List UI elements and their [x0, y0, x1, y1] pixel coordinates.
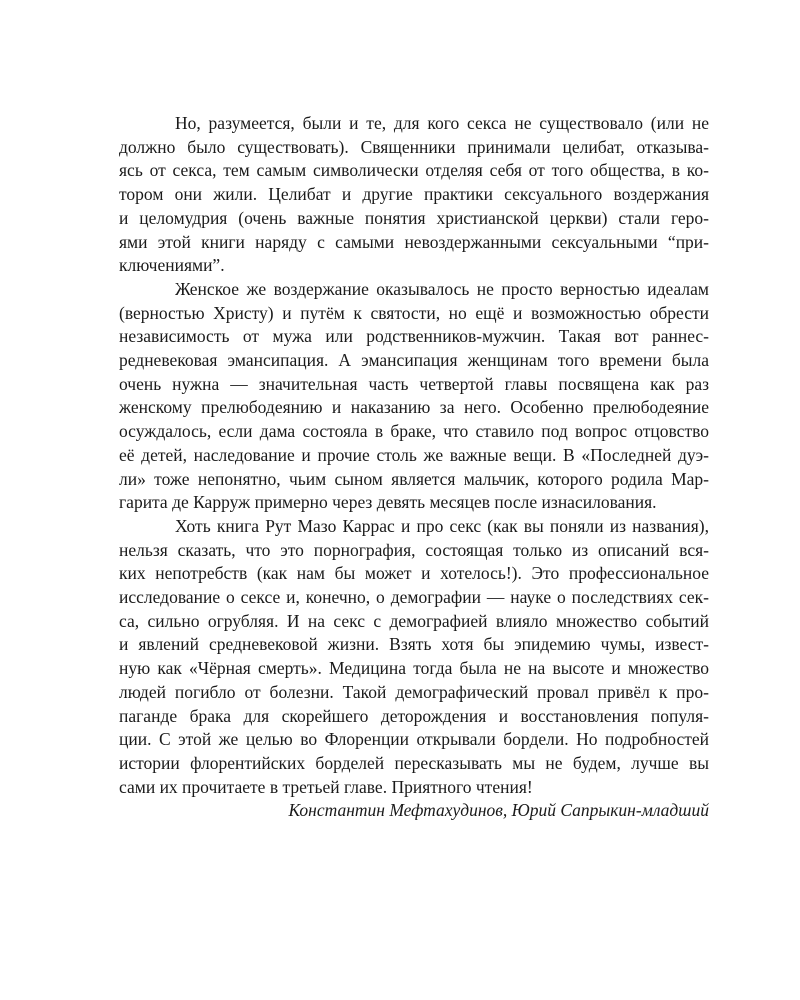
text-line: её детей, наследование и прочие столь же важные вещи. В «Последней дуэ-	[119, 444, 709, 465]
text-line: и явлений средневековой жизни. Взять хотя бы эпидемию чумы, извест-	[119, 634, 709, 655]
text-line: ями этой книги наряду с самыми невоздержанными сексуальными “при-	[119, 231, 709, 252]
text-line: тором они жили. Целибат и другие практики сексуального воздержания	[119, 184, 709, 205]
text-line: ли» тоже непонятно, чьим сыном является мальчик, которого родила Мар-	[119, 468, 709, 489]
paragraph-2	[119, 278, 709, 515]
text-line: Женское же воздержание оказывалось не просто верностью идеалам	[175, 278, 709, 299]
text-line: ких непотребств (как нам бы может и хотелось!). Это профессиональное	[119, 563, 709, 584]
text-line: Но, разумеется, были и те, для кого секса не существовало (или не	[175, 113, 709, 133]
text-line: редневековая эмансипация. А эмансипация женщинам того времени была	[119, 350, 709, 371]
text-line: независимость от мужа или родственников-мужчин. Такая вот раннес-	[119, 326, 709, 347]
text-line: истории флорентийских борделей пересказывать мы не будем, лучше вы	[119, 752, 709, 773]
text-line: ясь от секса, тем самым символически отделяя себя от того общества, в ко-	[119, 160, 709, 181]
text-line: нельзя сказать, что это порнография, состоящая только из описаний вся-	[119, 539, 709, 560]
text-line: Хоть книга Рут Мазо Каррас и про секс (как вы поняли из названия),	[175, 515, 709, 536]
text-line: паганде брака для скорейшего деторождения и восстановления популя-	[119, 705, 709, 726]
text-line: (верностью Христу) и путём к святости, но ещё и возможностью обрести	[119, 302, 709, 323]
paragraph-3	[119, 515, 709, 799]
text-line: женскому прелюбодеянию и наказанию за него. Особенно прелюбодеяние	[119, 397, 709, 418]
text-line: очень нужна — значительная часть четвертой главы посвящена как раз	[119, 373, 709, 394]
text-line: должно было существовать). Священники принимали целибат, отказыва-	[119, 136, 709, 157]
text-line: ции. С этой же целью во Флоренции открывали бордели. Но подробностей	[119, 729, 709, 750]
text-line: ключениями”.	[119, 255, 225, 276]
paragraph-1	[119, 112, 709, 278]
text-line: гарита де Карруж примерно через девять месяцев после изнасилования.	[119, 492, 657, 513]
author-signature: Константин Мефтахудинов, Юрий Сапрыкин-младший	[288, 800, 709, 821]
text-line: ную как «Чёрная смерть». Медицина тогда была не на высоте и множество	[119, 658, 709, 679]
page-text-block	[119, 112, 709, 823]
text-line: са, сильно огрубляя. И на секс с демографией влияло множество событий	[119, 610, 709, 631]
text-line: осуждалось, если дама состояла в браке, что ставило под вопрос отцовство	[119, 421, 709, 442]
text-line: сами их прочитаете в третьей главе. Приятного чтения!	[119, 776, 533, 797]
text-line: исследование о сексе и, конечно, о демографии — науке о последствиях сек-	[119, 587, 709, 608]
text-line: людей погибло от болезни. Такой демографический провал привёл к про-	[119, 681, 709, 702]
text-line: и целомудрия (очень важные понятия христианской церкви) стали геро-	[119, 207, 709, 228]
